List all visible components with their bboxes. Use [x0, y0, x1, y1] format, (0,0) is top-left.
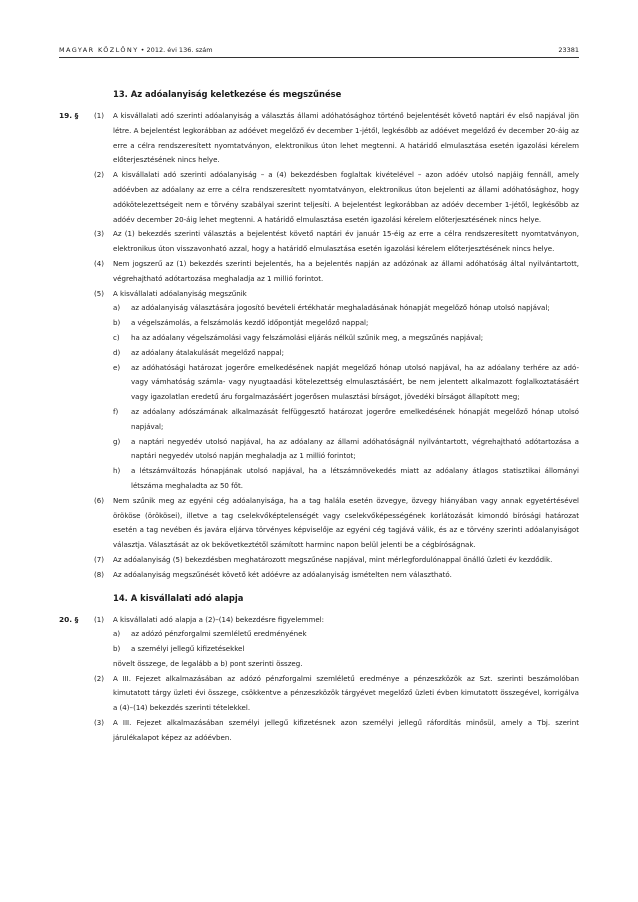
- paragraph-19-2: [0, 168, 638, 227]
- continuation-text: növelt összege, de legalább a b) pont szerinti összeg.: [113, 658, 303, 668]
- item-letter: a): [113, 629, 121, 639]
- paragraph-number: (8): [94, 569, 104, 579]
- paragraph-20-2: [0, 672, 638, 716]
- item-text: a személyi jellegű kifizetésekkel: [131, 644, 245, 654]
- item-text: ha az adóalany végelszámolási vagy felszámolási eljárás nélkül szűnik meg, a megszűnés napjával;: [131, 332, 484, 342]
- paragraph-text: A III. Fejezet alkalmazásában az adózó pénzforgalmi szemléletű eredménye a pénzeszközök az Szt. szerinti beszámolóban kimutatott tárgy üzleti évi összege, csökkentve a pénzeszközök tárgyévet megelőző üzleti évben kimutatott összegével, korrigálva a (4)–(14) bekezdés szerinti tételekkel.: [113, 673, 579, 713]
- section-number-20: 20. §: [59, 614, 79, 624]
- paragraph-number: (2): [94, 673, 104, 683]
- header-title: MAGYAR KÖZLÖNY: [59, 46, 139, 54]
- paragraph-number: (6): [94, 495, 104, 505]
- item-text: az adózó pénzforgalmi szemléletű eredményének: [131, 629, 307, 639]
- item-text: az adóalany átalakulását megelőző nappal;: [131, 347, 285, 357]
- paragraph-text: A kisvállalati adó szerinti adóalanyiság a választás állami adóhatósághoz történő bejelentését követő naptári év első napjával jön létre. A bejelentést legkorábban az adóévet megelőző év december 1-jétől, legkésőbb az adóévet megelőző év december 20-áig az erre a célra rendszeresített nyomtatványon, elektronikus úton lehet megtenni. A határidő elmulasztása esetén igazolási kérelem előterjesztésének nincs helye.: [113, 111, 579, 165]
- paragraph-number: (3): [94, 718, 104, 728]
- paragraph-number: (4): [94, 258, 104, 268]
- item-text: az adóhatósági határozat jogerőre emelkedésének napját megelőző hónap utolsó napjával, ha az adóalany terhére az adó- vagy vámhatóság számla- vagy nyugtaadási kötelezettség elmulasztásáért, be nem jelentett alkalmazott foglalkoztatásáért vagy igazolatlan eredetű áru forgalmazásáért jogerősen mulasztási bírságot, jövedéki bírságot állapított meg;: [131, 362, 579, 402]
- paragraph-text: Nem jogszerű az (1) bekezdés szerinti bejelentés, ha a bejelentés napján az adózónak az állami adóhatóság által nyilvántartott, végrehajtható adótartozása meghaladja az 1 millió forintot.: [113, 258, 579, 283]
- paragraph-19-1: [0, 109, 638, 168]
- paragraph-text: Az adóalanyiság (5) bekezdésben meghatározott megszűnése napjával, mint mérlegfordulónappal önálló üzleti év kezdődik.: [113, 554, 553, 564]
- item-letter: g): [113, 436, 121, 446]
- paragraph-19-8: [0, 568, 638, 583]
- item-letter: f): [113, 406, 119, 416]
- list-item-b: [0, 316, 638, 331]
- header-publication: [59, 46, 213, 54]
- list-item-e: [0, 361, 638, 405]
- paragraph-19-4: [0, 257, 638, 287]
- item-text: a végelszámolás, a felszámolás kezdő időpontját megelőző nappal;: [131, 318, 369, 328]
- paragraph-text: Az (1) bekezdés szerinti választás a bejelentést követő naptári év január 15-éig az erre a célra rendszeresített nyomtatványon, elektronikus úton visszavonható azzal, hogy a határidő elmulasztása esetén igazolási kérelem előterjesztésének nincs helye.: [113, 229, 579, 254]
- item-text: a létszámváltozás hónapjának utolsó napjával, ha a létszámnövekedés miatt az adóalany átlagos statisztikai állományi létszáma meghaladta az 50 főt.: [131, 466, 579, 490]
- paragraph-19-5: [0, 287, 638, 302]
- paragraph-text: A III. Fejezet alkalmazásában személyi jellegű kifizetésnek azon személyi jellegű ráfordítás minősül, amely a Tbj. szerint járulékalapot képez az adóévben.: [113, 718, 579, 742]
- paragraph-20-1: [0, 613, 638, 628]
- item-text: az adóalanyiság választására jogosító bevételi értékhatár meghaladásának hónapját megelőző hónap utolsó napjával;: [131, 303, 550, 313]
- paragraph-text: Az adóalanyiság megszűnését követő két adóévre az adóalanyiság ismételten nem választható.: [113, 569, 452, 579]
- list-item-c: [0, 331, 638, 346]
- list-item-h: [0, 464, 638, 494]
- header-issue: • 2012. évi 136. szám: [138, 46, 213, 54]
- running-header: [59, 42, 579, 54]
- list-item-a: [0, 627, 638, 642]
- item-letter: a): [113, 303, 121, 313]
- list-item-d: [0, 346, 638, 361]
- page-content: [0, 88, 638, 746]
- item-letter: b): [113, 318, 121, 328]
- section-14-title: 14. A kisvállalati adó alapja: [113, 592, 244, 603]
- paragraph-19-7: [0, 553, 638, 568]
- paragraph-number: (1): [94, 614, 104, 624]
- page-number: 23381: [558, 46, 579, 54]
- list-item-b: [0, 642, 638, 657]
- item-letter: b): [113, 644, 121, 654]
- paragraph-number: (7): [94, 554, 104, 564]
- paragraph-text: A kisvállalati adóalanyiság megszűnik: [113, 288, 247, 298]
- section-13-title: 13. Az adóalanyiság keletkezése és megszűnése: [113, 89, 342, 99]
- paragraph-text: A kisvállalati adó szerinti adóalanyiság – a (4) bekezdésben foglaltak kivételével – azon adóév utolsó napjáig fennáll, amely adóévben az adóalany az erre a célra rendszeresített nyomtatványon, elektronikus úton bejelenti az állami adóhatósághoz, hogy adókötelezettségeit nem e törvény szabályai szerint teljesíti. A bejelentést legkorábban az adóév december 1-jétől, legkésőbb az adóév december 20-áig lehet megtenni. A határidő elmulasztása esetén igazolási kérelem előterjesztésének nincs helye.: [113, 170, 579, 224]
- header-rule: [59, 57, 579, 58]
- paragraph-20-3: [0, 716, 638, 746]
- item-text: a naptári negyedév utolsó napjával, ha az adóalany az állami adóhatóságnál nyilvántartott, végrehajtható adótartozása a naptári negyedév utolsó napján meghaladja az 1 millió forintot;: [131, 436, 579, 461]
- paragraph-text: Nem szűnik meg az egyéni cég adóalanyisága, ha a tag halála esetén özvegye, özvegy hiányában vagy annak egyetértésével örököse (örökösei), illetve a tag cselekvőképtelenségét vagy cselekvőképességének korlátozását kimondó bírósági határozat esetén a tag nevében és javára eljárva törvényes képviselője az egyéni cég tagjává válik, és az e törvény szerinti adóalanyiságot választja. Választását az ok bekövetkeztétől számított harminc napon belül jelenti be a cégbíróságnak.: [113, 495, 579, 550]
- item-letter: h): [113, 466, 121, 476]
- item-letter: e): [113, 362, 121, 372]
- paragraph-number: (2): [94, 170, 104, 180]
- item-text: az adóalany adószámának alkalmazását felfüggesztő határozat jogerőre emelkedésének hónapját megelőző hónap utolsó napjával;: [131, 406, 579, 431]
- list-item-g: [0, 435, 638, 465]
- item-letter: d): [113, 347, 121, 357]
- list-item-a: [0, 301, 638, 316]
- paragraph-19-6: [0, 494, 638, 553]
- section-number-19: 19. §: [59, 111, 79, 120]
- paragraph-number: (1): [94, 111, 104, 120]
- paragraph-text: A kisvállalati adó alapja a (2)–(14) bekezdésre figyelemmel:: [113, 614, 325, 624]
- paragraph-19-3: [0, 227, 638, 257]
- item-letter: c): [113, 332, 120, 342]
- paragraph-number: (3): [94, 229, 104, 239]
- paragraph-number: (5): [94, 288, 104, 298]
- list-item-f: [0, 405, 638, 435]
